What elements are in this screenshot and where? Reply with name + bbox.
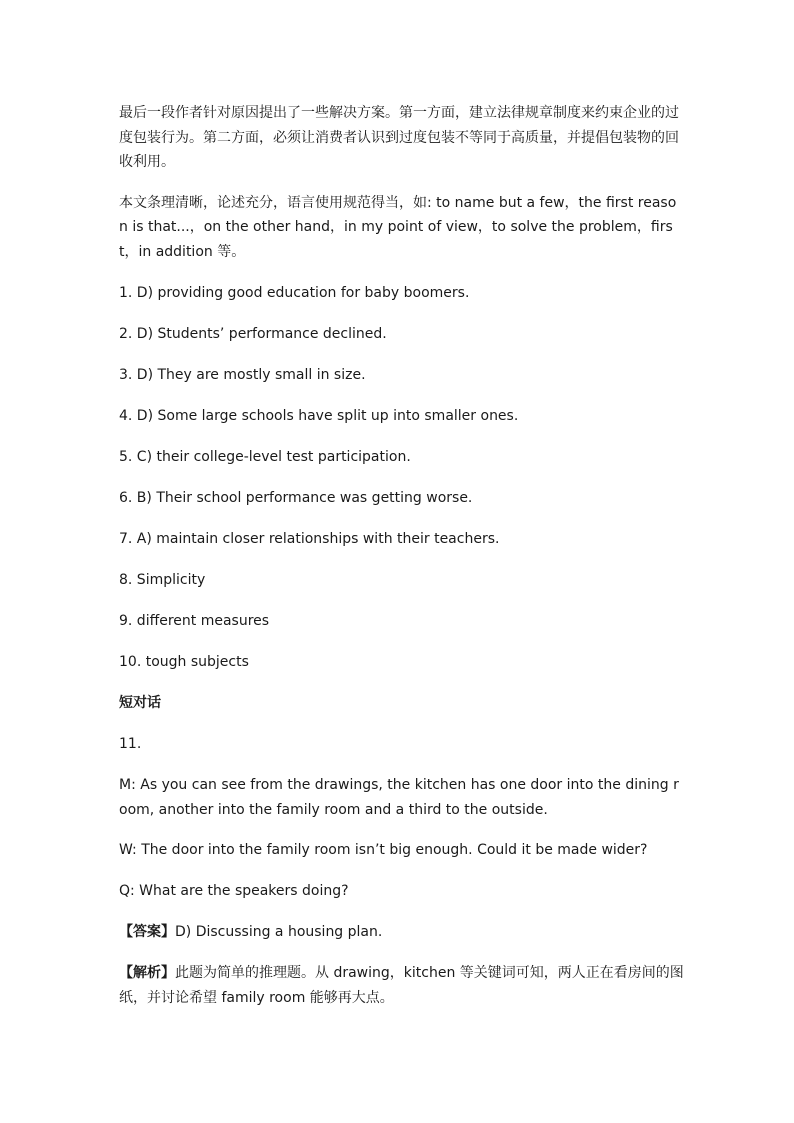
answer-list bbox=[119, 281, 684, 675]
question-number: 11. bbox=[119, 736, 142, 752]
question-text: Q: What are the speakers doing? bbox=[119, 883, 349, 899]
answer-item: 8. Simplicity bbox=[119, 572, 206, 588]
answer-item: 5. C) their college-level test participation. bbox=[119, 449, 411, 465]
answer-item: 9. different measures bbox=[119, 613, 270, 629]
answer-item: 4. D) Some large schools have split up into smaller ones. bbox=[119, 408, 519, 424]
document-page bbox=[119, 101, 684, 1026]
analysis-label: 【解析】 bbox=[119, 965, 175, 981]
answer-item: 7. A) maintain closer relationships with their teachers. bbox=[119, 531, 500, 547]
answer-text: D) Discussing a housing plan. bbox=[175, 924, 383, 940]
answer-label: 【答案】 bbox=[119, 924, 175, 940]
summary-paragraph: 最后一段作者针对原因提出了一些解决方案。第一方面，建立法律规章制度来约束企业的过度包装行为。第二方面，必须让消费者认识到过度包装不等同于高质量，并提倡包装物的回收利用。 bbox=[119, 105, 679, 170]
section-heading: 短对话 bbox=[119, 695, 161, 711]
answer-item: 6. B) Their school performance was getting worse. bbox=[119, 490, 473, 506]
dialogue-man: M: As you can see from the drawings, the kitchen has one door into the dining room, another into the family room and a third to the outside. bbox=[119, 777, 679, 818]
analysis-text: 此题为简单的推理题。从 drawing，kitchen 等关键词可知，两人正在看房间的图纸，并讨论希望 family room 能够再大点。 bbox=[119, 965, 684, 1006]
answer-item: 1. D) providing good education for baby boomers. bbox=[119, 285, 470, 301]
answer-item: 3. D) They are mostly small in size. bbox=[119, 367, 366, 383]
dialogue-woman: W: The door into the family room isn’t big enough. Could it be made wider? bbox=[119, 842, 648, 858]
answer-line bbox=[119, 920, 684, 945]
answer-item: 2. D) Students’ performance declined. bbox=[119, 326, 387, 342]
analysis-paragraph bbox=[119, 961, 684, 1010]
evaluation-paragraph: 本文条理清晰，论述充分，语言使用规范得当，如: to name but a few，the first reason is that...，on the other hand，in my point of view，to solve the problem，first，in addition 等。 bbox=[119, 194, 677, 260]
answer-item: 10. tough subjects bbox=[119, 654, 249, 670]
